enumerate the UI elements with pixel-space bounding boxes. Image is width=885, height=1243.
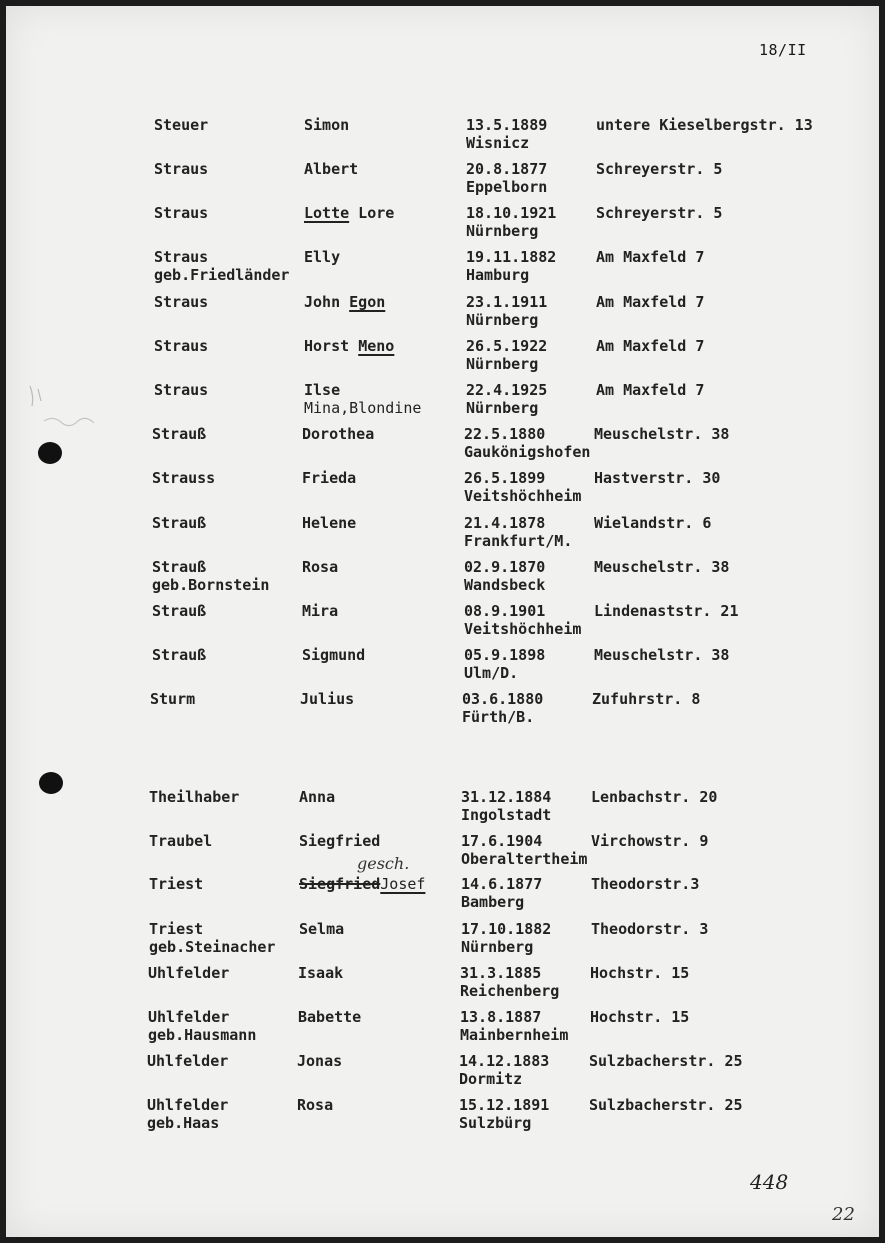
surname: Strauß	[152, 602, 207, 620]
given-name-correction: Josef	[380, 875, 426, 893]
surname-cell	[150, 690, 195, 708]
birth-cell	[460, 964, 559, 1000]
given-name-cell	[304, 248, 340, 266]
surname: Straus	[154, 248, 209, 266]
register-row	[154, 337, 874, 377]
given-name-cell	[304, 116, 349, 134]
given-name: Rosa	[302, 558, 339, 576]
birth-place: Nürnberg	[466, 399, 539, 417]
surname: Strauß	[152, 558, 207, 576]
given-name-cell	[302, 558, 338, 576]
surname: Straus	[154, 293, 209, 311]
address-cell	[591, 832, 708, 850]
address: Am Maxfeld 7	[596, 248, 705, 266]
given-name-cell	[302, 469, 356, 487]
register-row	[154, 116, 874, 156]
address-cell	[589, 1096, 743, 1114]
surname-cell	[148, 1008, 256, 1044]
given-name-cell	[298, 964, 343, 982]
surname-cell	[154, 381, 208, 399]
address: Lindenaststr. 21	[594, 602, 739, 620]
surname: Straus	[154, 204, 209, 222]
address: Meuschelstr. 38	[594, 425, 730, 443]
register-row	[149, 920, 869, 960]
given-name-cell	[297, 1096, 333, 1114]
birth-place: Reichenberg	[460, 982, 560, 1000]
register-row	[152, 602, 872, 642]
given-name: John Egon	[304, 293, 386, 311]
birth-place: Ingolstadt	[461, 806, 552, 824]
given-name: Siegfried	[299, 832, 381, 850]
birth-cell	[464, 646, 545, 682]
register-row	[152, 558, 872, 598]
birth-cell	[464, 558, 545, 594]
given-name: Julius	[300, 690, 355, 708]
surname: Steuer	[154, 116, 209, 134]
address-cell	[596, 293, 704, 311]
given-name: Jonas	[297, 1052, 343, 1070]
birth-place: Nürnberg	[466, 311, 539, 329]
address-cell	[594, 602, 739, 620]
page-number: 448	[750, 1170, 789, 1194]
register-row	[152, 646, 872, 686]
address: Hochstr. 15	[590, 1008, 690, 1026]
address: Wielandstr. 6	[594, 514, 712, 532]
surname-cell	[149, 832, 212, 850]
address-cell	[590, 1008, 689, 1026]
given-name: Mira	[302, 602, 339, 620]
surname: Uhlfelder	[148, 964, 230, 982]
address: untere Kieselbergstr. 13	[596, 116, 813, 134]
birth-place: Nürnberg	[466, 355, 539, 373]
birth-date: 13.8.1887	[460, 1008, 542, 1026]
birth-cell	[461, 875, 542, 911]
birth-date: 08.9.1901	[464, 602, 546, 620]
address-cell	[596, 116, 813, 134]
given-name-cell	[302, 425, 374, 443]
register-row	[152, 469, 872, 509]
given-name-cell	[304, 381, 421, 417]
given-name-cell	[304, 160, 358, 178]
address: Am Maxfeld 7	[596, 381, 705, 399]
birth-place: Fürth/B.	[462, 708, 535, 726]
given-name-cell	[300, 690, 354, 708]
address: Theodorstr.3	[591, 875, 700, 893]
address-cell	[589, 1052, 743, 1070]
birth-place: Ulm/D.	[464, 664, 519, 682]
surname-cell	[147, 1052, 228, 1070]
address: Schreyerstr. 5	[596, 160, 723, 178]
given-name: Babette	[298, 1008, 362, 1026]
address-cell	[590, 964, 689, 982]
surname-cell	[154, 116, 208, 134]
surname: Triest	[149, 875, 204, 893]
given-name: Elly	[304, 248, 341, 266]
address: Meuschelstr. 38	[594, 646, 730, 664]
address-cell	[591, 920, 708, 938]
surname-cell	[148, 964, 229, 982]
given-name-cell	[297, 1052, 342, 1070]
given-name: Sigmund	[302, 646, 366, 664]
register-row	[149, 788, 869, 828]
address-cell	[592, 690, 700, 708]
given-name: Dorothea	[302, 425, 375, 443]
register-row	[152, 425, 872, 465]
maiden-name: geb.Friedländer	[154, 266, 290, 284]
register-row	[154, 160, 874, 200]
birth-place: Dormitz	[459, 1070, 523, 1088]
register-row	[154, 293, 874, 333]
given-name-cell	[299, 832, 380, 850]
given-name: Siegfried	[299, 875, 381, 893]
surname: Theilhaber	[149, 788, 240, 806]
address: Schreyerstr. 5	[596, 204, 723, 222]
register-row	[147, 1052, 867, 1092]
surname-cell	[147, 1096, 228, 1132]
birth-date: 26.5.1922	[466, 337, 548, 355]
register-row	[148, 1008, 868, 1048]
surname: Traubel	[149, 832, 213, 850]
birth-cell	[464, 425, 590, 461]
birth-place: Veitshöchheim	[464, 620, 582, 638]
given-name: Simon	[304, 116, 350, 134]
birth-cell	[466, 293, 547, 329]
surname: Uhlfelder	[147, 1052, 229, 1070]
birth-place: Veitshöchheim	[464, 487, 582, 505]
given-name: Horst Meno	[304, 337, 395, 355]
archive-number: 22	[832, 1204, 855, 1225]
maiden-name: geb.Bornstein	[152, 576, 270, 594]
birth-cell	[466, 116, 547, 152]
given-name-cell	[302, 646, 365, 664]
birth-place: Hamburg	[466, 266, 530, 284]
margin-pencil-marks	[24, 381, 114, 451]
birth-date: 22.5.1880	[464, 425, 546, 443]
surname-cell	[154, 248, 289, 284]
birth-place: Mainbernheim	[460, 1026, 569, 1044]
address-cell	[596, 204, 722, 222]
surname: Strauß	[152, 425, 207, 443]
register-row	[154, 204, 874, 244]
punch-hole	[39, 772, 63, 794]
address: Theodorstr. 3	[591, 920, 709, 938]
surname-cell	[154, 293, 208, 311]
handwritten-correction-note: gesch.	[357, 854, 410, 873]
given-name: Isaak	[298, 964, 344, 982]
birth-date: 23.1.1911	[466, 293, 548, 311]
surname-cell	[154, 337, 208, 355]
maiden-name: geb.Steinacher	[149, 938, 276, 956]
birth-cell	[460, 1008, 568, 1044]
address-cell	[591, 788, 717, 806]
address-cell	[596, 160, 722, 178]
birth-date: 17.6.1904	[461, 832, 543, 850]
given-name-cell	[302, 602, 338, 620]
surname: Straus	[154, 337, 209, 355]
birth-cell	[461, 832, 587, 868]
birth-cell	[466, 337, 547, 373]
page-reference: 18/II	[759, 41, 807, 59]
surname: Sturm	[150, 690, 196, 708]
birth-place: Bamberg	[461, 893, 525, 911]
address: Meuschelstr. 38	[594, 558, 730, 576]
birth-cell	[461, 920, 551, 956]
address: Zufuhrstr. 8	[592, 690, 701, 708]
given-name: Ilse	[304, 381, 341, 399]
birth-date: 31.12.1884	[461, 788, 552, 806]
birth-place: Nürnberg	[466, 222, 539, 240]
given-name-cell	[302, 514, 356, 532]
surname-cell	[149, 875, 203, 893]
address-cell	[596, 337, 704, 355]
birth-date: 18.10.1921	[466, 204, 557, 222]
surname: Strauss	[152, 469, 216, 487]
birth-date: 20.8.1877	[466, 160, 548, 178]
surname-cell	[152, 425, 206, 443]
surname-cell	[149, 920, 275, 956]
address: Am Maxfeld 7	[596, 337, 705, 355]
given-name: Selma	[299, 920, 345, 938]
birth-cell	[462, 690, 543, 726]
surname-cell	[154, 160, 208, 178]
birth-place: Gaukönigshofen	[464, 443, 591, 461]
birth-cell	[459, 1052, 549, 1088]
register-row	[149, 832, 869, 872]
surname: Triest	[149, 920, 204, 938]
register-row	[147, 1096, 867, 1136]
given-name-cell	[304, 204, 394, 222]
given-name-cell	[299, 788, 335, 806]
birth-date: 05.9.1898	[464, 646, 546, 664]
surname: Uhlfelder	[147, 1096, 229, 1114]
birth-date: 02.9.1870	[464, 558, 546, 576]
address-cell	[596, 248, 704, 266]
given-name-cell	[299, 854, 426, 893]
maiden-name: geb.Haas	[147, 1114, 220, 1132]
given-name: Lotte Lore	[304, 204, 395, 222]
address: Sulzbacherstr. 25	[589, 1052, 743, 1070]
birth-date: 19.11.1882	[466, 248, 557, 266]
surname-cell	[152, 646, 206, 664]
birth-date: 31.3.1885	[460, 964, 542, 982]
surname-cell	[152, 469, 215, 487]
birth-cell	[464, 469, 581, 505]
register-row	[154, 248, 874, 288]
given-name-cell	[304, 337, 394, 355]
given-name-cell	[299, 920, 344, 938]
given-name: Helene	[302, 514, 357, 532]
birth-place: Wandsbeck	[464, 576, 546, 594]
given-name: Anna	[299, 788, 336, 806]
birth-date: 17.10.1882	[461, 920, 552, 938]
birth-date: 03.6.1880	[462, 690, 544, 708]
birth-cell	[461, 788, 551, 824]
register-row	[150, 690, 870, 730]
given-name: Frieda	[302, 469, 357, 487]
register-row	[152, 514, 872, 554]
birth-place: Sulzbürg	[459, 1114, 532, 1132]
birth-date: 21.4.1878	[464, 514, 546, 532]
birth-cell	[464, 602, 581, 638]
maiden-name: geb.Hausmann	[148, 1026, 257, 1044]
document-page	[6, 6, 879, 1237]
birth-place: Nürnberg	[461, 938, 534, 956]
address-cell	[594, 646, 729, 664]
birth-place: Oberaltertheim	[461, 850, 588, 868]
birth-date: 26.5.1899	[464, 469, 546, 487]
surname-cell	[152, 514, 206, 532]
given-name: Rosa	[297, 1096, 334, 1114]
surname-cell	[152, 558, 269, 594]
surname: Straus	[154, 160, 209, 178]
register-row	[154, 381, 874, 421]
birth-cell	[466, 248, 556, 284]
birth-date: 22.4.1925	[466, 381, 548, 399]
address-cell	[594, 425, 729, 443]
address: Lenbachstr. 20	[591, 788, 718, 806]
address: Hochstr. 15	[590, 964, 690, 982]
birth-cell	[466, 381, 547, 417]
address-cell	[596, 381, 704, 399]
surname-cell	[154, 204, 208, 222]
birth-cell	[459, 1096, 549, 1132]
given-name-cell	[298, 1008, 361, 1026]
given-name-continued: Mina,Blondine	[304, 399, 422, 417]
surname: Strauß	[152, 646, 207, 664]
birth-place: Wisnicz	[466, 134, 530, 152]
birth-date: 14.12.1883	[459, 1052, 550, 1070]
birth-place: Frankfurt/M.	[464, 532, 573, 550]
register-row	[148, 964, 868, 1004]
surname-cell	[152, 602, 206, 620]
address-cell	[591, 875, 699, 893]
given-name: Albert	[304, 160, 359, 178]
address: Virchowstr. 9	[591, 832, 709, 850]
address: Am Maxfeld 7	[596, 293, 705, 311]
address-cell	[594, 558, 729, 576]
birth-date: 14.6.1877	[461, 875, 543, 893]
birth-cell	[464, 514, 572, 550]
address-cell	[594, 514, 711, 532]
address-cell	[594, 469, 720, 487]
surname: Uhlfelder	[148, 1008, 230, 1026]
birth-cell	[466, 160, 547, 196]
given-name-cell	[304, 293, 385, 311]
surname: Straus	[154, 381, 209, 399]
birth-date: 13.5.1889	[466, 116, 548, 134]
surname: Strauß	[152, 514, 207, 532]
birth-cell	[466, 204, 556, 240]
birth-date: 15.12.1891	[459, 1096, 550, 1114]
surname-cell	[149, 788, 239, 806]
address: Sulzbacherstr. 25	[589, 1096, 743, 1114]
address: Hastverstr. 30	[594, 469, 721, 487]
birth-place: Eppelborn	[466, 178, 548, 196]
